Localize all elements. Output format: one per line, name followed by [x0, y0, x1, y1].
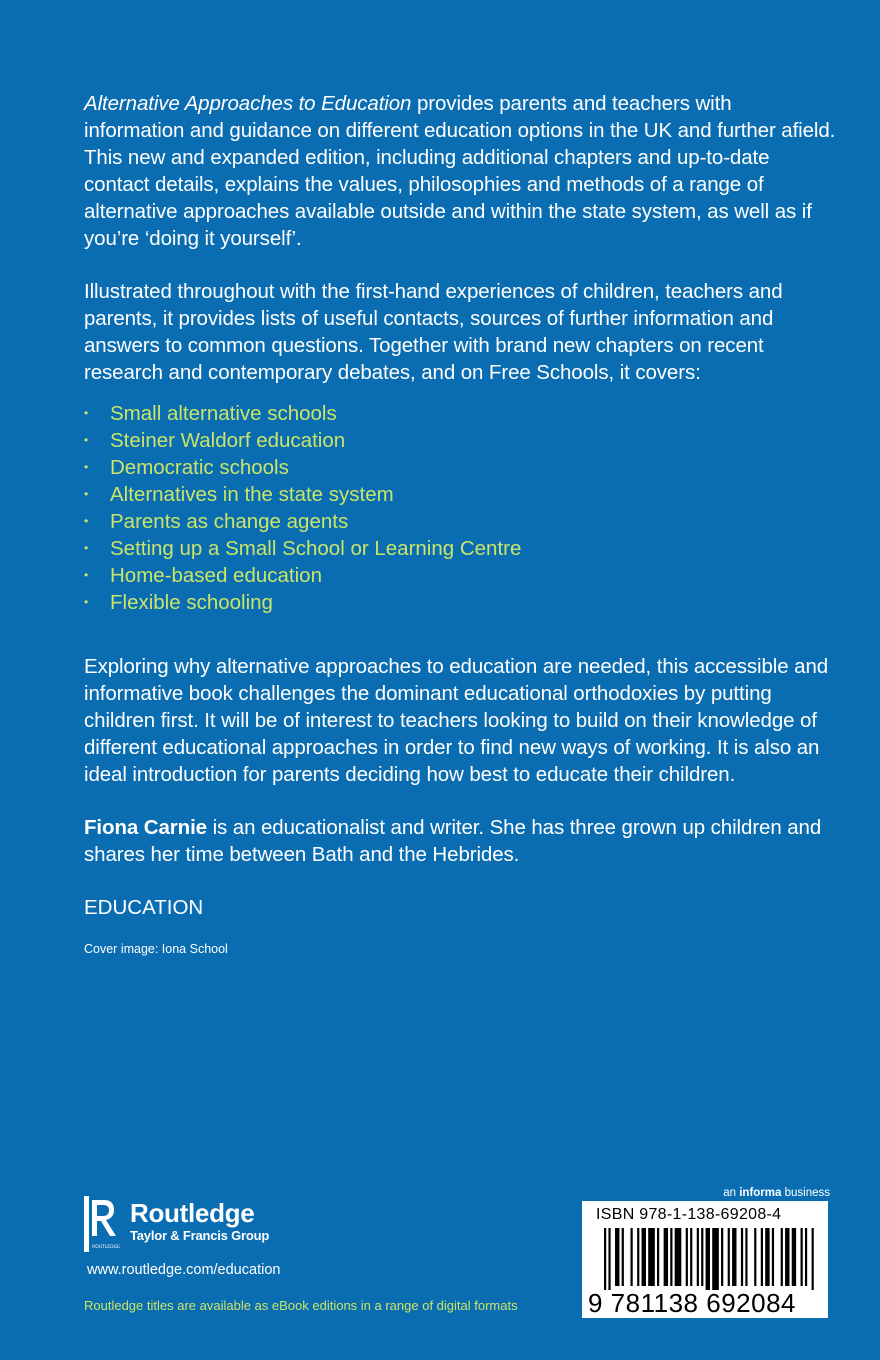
isbn-label: ISBN 978-1-138-69208-4 [596, 1206, 782, 1223]
list-item: • Home-based education [84, 564, 322, 587]
book-title: Alternative Approaches to Education [84, 92, 412, 115]
intro-paragraph [84, 90, 836, 252]
barcode-bar [657, 1228, 659, 1286]
barcode-bar [686, 1228, 688, 1286]
list-item: • Alternatives in the state system [84, 483, 394, 506]
publisher-name: Routledge [130, 1198, 255, 1228]
barcode-digits: 9 781138 692084 [588, 1288, 796, 1318]
bullet-icon: • [84, 568, 89, 582]
subject-category: EDUCATION [84, 896, 204, 919]
svg-text:ROUTLEDGE: ROUTLEDGE [92, 1245, 120, 1250]
barcode-bar [664, 1228, 668, 1286]
topics-list [84, 400, 836, 616]
barcode-bar [642, 1228, 646, 1286]
bullet-icon: • [84, 595, 89, 609]
list-item: • Democratic schools [84, 456, 289, 479]
barcode-bar [781, 1228, 783, 1286]
barcode-bar [728, 1228, 730, 1286]
barcode-bar [615, 1228, 619, 1286]
isbn-barcode [582, 1201, 828, 1318]
barcode-bar [706, 1228, 710, 1290]
list-item: • Setting up a Small School or Learning Centre [84, 537, 522, 560]
barcode-bar [732, 1228, 736, 1286]
list-item: • Steiner Waldorf education [84, 429, 346, 452]
list-item: • Flexible schooling [84, 591, 273, 614]
barcode-bar [604, 1228, 606, 1290]
bullet-icon: • [84, 433, 89, 447]
author-name: Fiona Carnie [84, 816, 207, 839]
barcode-bar [805, 1228, 807, 1286]
bullet-icon: • [84, 460, 89, 474]
barcode-bar [812, 1228, 814, 1290]
barcode-bar [761, 1228, 763, 1286]
barcode-bar [721, 1228, 723, 1286]
routledge-logo-icon [84, 1196, 122, 1252]
bullet-icon: • [84, 406, 89, 420]
cover-credit: Cover image: Iona School [84, 942, 228, 956]
bullet-icon: • [84, 514, 89, 528]
overview-paragraph: Illustrated throughout with the first-hand experiences of children, teachers and parents, it provides lists of useful contacts, sources of further information and answers to common questions. Together with brand new chapters on recent research and contemporary debates, and on Free Schools, it covers: [84, 280, 783, 384]
bullet-icon: • [84, 541, 89, 555]
barcode-bar [712, 1228, 719, 1290]
barcode-bar [772, 1228, 774, 1286]
barcode-bar [792, 1228, 796, 1286]
barcode-bar [801, 1228, 803, 1286]
publisher-group: Taylor & Francis Group [130, 1228, 270, 1243]
barcode-bar [701, 1228, 703, 1286]
barcode-bar [765, 1228, 769, 1286]
informa-tagline: an informa business [723, 1187, 830, 1199]
barcode-bar [675, 1228, 682, 1286]
barcode-bar [631, 1228, 633, 1286]
barcode-bar [690, 1228, 692, 1286]
publisher-logo [84, 1196, 384, 1252]
barcode-bar [637, 1228, 639, 1286]
author-bio: is an educationalist and writer. She has three grown up children and shares her time between Bath and the Hebrides. [84, 816, 822, 866]
author-paragraph [84, 814, 836, 868]
barcode-bars [604, 1228, 816, 1290]
bullet-icon: • [84, 487, 89, 501]
barcode-bar [648, 1228, 655, 1286]
publisher-website[interactable]: www.routledge.com/education [87, 1262, 281, 1278]
barcode-bar [754, 1228, 756, 1286]
barcode-bar [608, 1228, 610, 1290]
summary-paragraph: Exploring why alternative approaches to education are needed, this accessible and informative book challenges the dominant educational orthodoxies by putting children first. It will be of interest to teachers looking to build on their knowledge of different educational approaches in order to find new ways of working. It is also an ideal introduction for parents deciding how best to educate their children. [84, 655, 829, 786]
barcode-bar [785, 1228, 789, 1286]
barcode-bar [622, 1228, 624, 1286]
barcode-bar [745, 1228, 747, 1286]
ebook-note: Routledge titles are available as eBook editions in a range of digital formats [84, 1298, 518, 1313]
intro-text: provides parents and teachers with information and guidance on different education options in the UK and further afield. This new and expanded edition, including additional chapters and up-to-date contact details, explains the values, philosophies and methods of a range of alternative approaches available outside and within the state system, as well as if you’re ‘doing it yourself’. [84, 92, 836, 250]
barcode-bar [697, 1228, 699, 1286]
barcode-bar [741, 1228, 743, 1286]
barcode-bar [670, 1228, 672, 1286]
back-cover-text [84, 90, 836, 957]
list-item: • Parents as change agents [84, 510, 349, 533]
list-item: • Small alternative schools [84, 402, 337, 425]
